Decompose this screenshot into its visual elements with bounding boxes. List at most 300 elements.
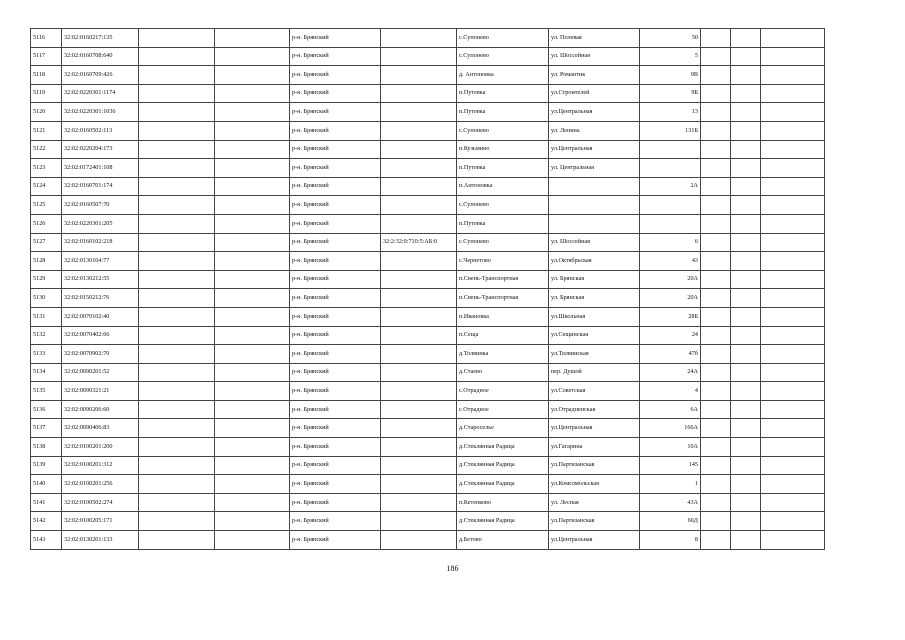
col-12-cell <box>761 531 825 550</box>
col-10-cell <box>701 159 731 178</box>
col-3-cell <box>139 475 215 494</box>
district-cell: р-н. Брянский <box>290 177 381 196</box>
col-3-cell <box>139 382 215 401</box>
col-10-cell <box>701 84 731 103</box>
district-cell: р-н. Брянский <box>290 29 381 48</box>
col-10-cell <box>701 252 731 271</box>
house-cell: 43 <box>640 252 701 271</box>
col-4-cell <box>215 456 290 475</box>
cadastral-number-cell: 32:02:0160502:113 <box>62 121 139 140</box>
house-cell: 24 <box>640 326 701 345</box>
house-cell: 13 <box>640 103 701 122</box>
col-3-cell <box>139 66 215 85</box>
settlement-cell: п.Путевка <box>457 159 549 178</box>
col-10-cell <box>701 531 731 550</box>
district-cell: р-н. Брянский <box>290 493 381 512</box>
col-4-cell <box>215 196 290 215</box>
registry-table <box>30 28 825 550</box>
col-11-cell <box>731 345 761 364</box>
col-11-cell <box>731 512 761 531</box>
col-12-cell <box>761 438 825 457</box>
row-number-cell: 5121 <box>31 121 62 140</box>
col-12-cell <box>761 475 825 494</box>
street-cell: ул. Брянская <box>549 270 640 289</box>
col-4-cell <box>215 400 290 419</box>
col-4-cell <box>215 419 290 438</box>
settlement-cell: п.Свень-Транспортная <box>457 289 549 308</box>
col-11-cell <box>731 419 761 438</box>
col-4-cell <box>215 233 290 252</box>
col-11-cell <box>731 121 761 140</box>
settlement-cell: п.Свень-Транспортная <box>457 270 549 289</box>
col-10-cell <box>701 400 731 419</box>
district-cell: р-н. Брянский <box>290 531 381 550</box>
col-11-cell <box>731 307 761 326</box>
table-row <box>31 103 825 122</box>
col-6-cell <box>381 456 457 475</box>
row-number-cell: 5133 <box>31 345 62 364</box>
col-10-cell <box>701 419 731 438</box>
house-cell: 20А <box>640 270 701 289</box>
house-cell: 50 <box>640 29 701 48</box>
row-number-cell: 5123 <box>31 159 62 178</box>
col-12-cell <box>761 270 825 289</box>
house-cell: 9Б <box>640 84 701 103</box>
settlement-cell: с.Супонево <box>457 196 549 215</box>
col-4-cell <box>215 140 290 159</box>
col-12-cell <box>761 66 825 85</box>
street-cell: ул.Советская <box>549 382 640 401</box>
settlement-cell: д.Стаево <box>457 363 549 382</box>
street-cell: ул.Центральная <box>549 531 640 550</box>
settlement-cell: с.Отрадное <box>457 382 549 401</box>
table-row <box>31 84 825 103</box>
col-12-cell <box>761 382 825 401</box>
row-number-cell: 5129 <box>31 270 62 289</box>
street-cell <box>549 214 640 233</box>
district-cell: р-н. Брянский <box>290 363 381 382</box>
row-number-cell: 5119 <box>31 84 62 103</box>
row-number-cell: 5142 <box>31 512 62 531</box>
street-cell: ул. Шоссейная <box>549 47 640 66</box>
district-cell: р-н. Брянский <box>290 307 381 326</box>
cadastral-number-cell: 32:02:0160507:70 <box>62 196 139 215</box>
house-cell <box>640 196 701 215</box>
col-12-cell <box>761 363 825 382</box>
district-cell: р-н. Брянский <box>290 159 381 178</box>
col-10-cell <box>701 345 731 364</box>
settlement-cell: с.Супонево <box>457 47 549 66</box>
settlement-cell: с.Супонево <box>457 29 549 48</box>
street-cell: ул. Шоссейная <box>549 233 640 252</box>
street-cell: ул.Отрадненская <box>549 400 640 419</box>
district-cell: р-н. Брянский <box>290 345 381 364</box>
col-4-cell <box>215 214 290 233</box>
cadastral-number-cell: 32:02:0100201:256 <box>62 475 139 494</box>
col-10-cell <box>701 363 731 382</box>
house-cell: 47б <box>640 345 701 364</box>
settlement-cell: п.Путевка <box>457 214 549 233</box>
col-10-cell <box>701 196 731 215</box>
district-cell: р-н. Брянский <box>290 512 381 531</box>
col-12-cell <box>761 214 825 233</box>
col-12-cell <box>761 326 825 345</box>
settlement-cell: п.Путевка <box>457 103 549 122</box>
table-row <box>31 66 825 85</box>
settlement-cell: д. Антоновка <box>457 66 549 85</box>
col-4-cell <box>215 475 290 494</box>
col-11-cell <box>731 47 761 66</box>
col-6-cell <box>381 531 457 550</box>
street-cell: ул. Брянская <box>549 289 640 308</box>
col-10-cell <box>701 307 731 326</box>
col-6-cell <box>381 363 457 382</box>
street-cell: ул.Партизанская <box>549 456 640 475</box>
house-cell: 24А <box>640 363 701 382</box>
house-cell: 60Д <box>640 512 701 531</box>
col-10-cell <box>701 47 731 66</box>
settlement-cell: с.Супонево <box>457 233 549 252</box>
col-6-cell <box>381 289 457 308</box>
col-3-cell <box>139 363 215 382</box>
table-row <box>31 531 825 550</box>
row-number-cell: 5117 <box>31 47 62 66</box>
row-number-cell: 5116 <box>31 29 62 48</box>
col-6-cell <box>381 159 457 178</box>
col-12-cell <box>761 196 825 215</box>
cadastral-number-cell: 32:02:0160217:135 <box>62 29 139 48</box>
table-row <box>31 438 825 457</box>
house-cell: 166А <box>640 419 701 438</box>
cadastral-number-cell: 32:02:0172401:108 <box>62 159 139 178</box>
cadastral-number-cell: 32:02:0130212:55 <box>62 270 139 289</box>
col-12-cell <box>761 400 825 419</box>
table-body <box>31 29 825 550</box>
col-12-cell <box>761 512 825 531</box>
col-3-cell <box>139 289 215 308</box>
col-4-cell <box>215 29 290 48</box>
cadastral-number-cell: 32:02:0130104:77 <box>62 252 139 271</box>
col-10-cell <box>701 326 731 345</box>
col-3-cell <box>139 121 215 140</box>
settlement-cell: д.Стеклянная Радица <box>457 512 549 531</box>
house-cell: 8 <box>640 531 701 550</box>
table-row <box>31 270 825 289</box>
table-row <box>31 252 825 271</box>
cadastral-number-cell: 32:02:0220301:205 <box>62 214 139 233</box>
row-number-cell: 5131 <box>31 307 62 326</box>
settlement-cell: д.Стеклянная Радица <box>457 475 549 494</box>
col-10-cell <box>701 438 731 457</box>
street-cell: ул. Центральная <box>549 159 640 178</box>
col-11-cell <box>731 438 761 457</box>
col-6-cell <box>381 29 457 48</box>
table-row <box>31 177 825 196</box>
row-number-cell: 5136 <box>31 400 62 419</box>
district-cell: р-н. Брянский <box>290 47 381 66</box>
col-6-cell <box>381 270 457 289</box>
col-10-cell <box>701 289 731 308</box>
col-4-cell <box>215 307 290 326</box>
cadastral-number-cell: 32:02:0090321:21 <box>62 382 139 401</box>
street-cell <box>549 177 640 196</box>
cadastral-number-cell: 32:02:0100205:171 <box>62 512 139 531</box>
settlement-cell: д.Толвинка <box>457 345 549 364</box>
table-row <box>31 121 825 140</box>
col-10-cell <box>701 214 731 233</box>
house-cell: 131Б <box>640 121 701 140</box>
district-cell: р-н. Брянский <box>290 140 381 159</box>
table-row <box>31 214 825 233</box>
cadastral-number-cell: 32:02:0130201:133 <box>62 531 139 550</box>
district-cell: р-н. Брянский <box>290 456 381 475</box>
house-cell <box>640 214 701 233</box>
house-cell: 2А <box>640 177 701 196</box>
street-cell: ул.Центральная <box>549 419 640 438</box>
col-10-cell <box>701 233 731 252</box>
col-6-cell <box>381 84 457 103</box>
district-cell: р-н. Брянский <box>290 419 381 438</box>
col-4-cell <box>215 47 290 66</box>
col-4-cell <box>215 493 290 512</box>
col-11-cell <box>731 493 761 512</box>
table-row <box>31 29 825 48</box>
col-3-cell <box>139 438 215 457</box>
col-6-cell <box>381 345 457 364</box>
col-3-cell <box>139 270 215 289</box>
row-number-cell: 5128 <box>31 252 62 271</box>
col-10-cell <box>701 66 731 85</box>
cadastral-number-cell: 32:02:0160709:426 <box>62 66 139 85</box>
cadastral-number-cell: 32:02:0150212:76 <box>62 289 139 308</box>
col-3-cell <box>139 233 215 252</box>
col-4-cell <box>215 66 290 85</box>
col-12-cell <box>761 140 825 159</box>
col-4-cell <box>215 531 290 550</box>
col-6-cell <box>381 512 457 531</box>
page-number: 186 <box>446 564 459 573</box>
table-row <box>31 140 825 159</box>
row-number-cell: 5124 <box>31 177 62 196</box>
col-6-cell <box>381 382 457 401</box>
cadastral-number-cell: 32:02:0090406:83 <box>62 419 139 438</box>
street-cell: ул. Романтик <box>549 66 640 85</box>
cadastral-number-cell: 32:02:0220301:1036 <box>62 103 139 122</box>
district-cell: р-н. Брянский <box>290 475 381 494</box>
settlement-cell: с.Отрадное <box>457 400 549 419</box>
col-3-cell <box>139 29 215 48</box>
district-cell: р-н. Брянский <box>290 196 381 215</box>
cadastral-number-cell: 32:02:0070102:40 <box>62 307 139 326</box>
col-6-cell <box>381 196 457 215</box>
col-6-cell <box>381 47 457 66</box>
col-3-cell <box>139 307 215 326</box>
col-11-cell <box>731 326 761 345</box>
cadastral-number-cell: 32:02:0100201:200 <box>62 438 139 457</box>
cadastral-number-cell: 32:02:0070402:66 <box>62 326 139 345</box>
settlement-cell: д.Бетово <box>457 531 549 550</box>
col-6-cell <box>381 66 457 85</box>
table-row <box>31 512 825 531</box>
col-10-cell <box>701 493 731 512</box>
table-row <box>31 233 825 252</box>
col-10-cell <box>701 456 731 475</box>
cadastral-number-cell: 32:02:0160102:218 <box>62 233 139 252</box>
col-4-cell <box>215 345 290 364</box>
table-row <box>31 47 825 66</box>
cadastral-number-cell: 32:02:0100502:274 <box>62 493 139 512</box>
col-6-cell <box>381 493 457 512</box>
col-3-cell <box>139 103 215 122</box>
col-11-cell <box>731 140 761 159</box>
district-cell: р-н. Брянский <box>290 326 381 345</box>
house-cell <box>640 159 701 178</box>
settlement-cell: п.Сеща <box>457 326 549 345</box>
cadastral-number-cell: 32:02:0100201:312 <box>62 456 139 475</box>
col-11-cell <box>731 289 761 308</box>
house-cell: 20А <box>640 289 701 308</box>
col-11-cell <box>731 103 761 122</box>
house-cell: 6А <box>640 400 701 419</box>
table-row <box>31 345 825 364</box>
cadastral-number-cell: 32:02:0070902:70 <box>62 345 139 364</box>
col-6-cell: 32:2:32:0:710:5:АБ:0 <box>381 233 457 252</box>
house-cell: 4 <box>640 382 701 401</box>
col-3-cell <box>139 400 215 419</box>
house-cell <box>640 140 701 159</box>
col-10-cell <box>701 121 731 140</box>
col-6-cell <box>381 214 457 233</box>
col-11-cell <box>731 363 761 382</box>
street-cell: пер. Душой <box>549 363 640 382</box>
col-3-cell <box>139 47 215 66</box>
col-4-cell <box>215 252 290 271</box>
col-3-cell <box>139 196 215 215</box>
col-4-cell <box>215 177 290 196</box>
district-cell: р-н. Брянский <box>290 252 381 271</box>
district-cell: р-н. Брянский <box>290 400 381 419</box>
col-4-cell <box>215 84 290 103</box>
col-3-cell <box>139 177 215 196</box>
district-cell: р-н. Брянский <box>290 270 381 289</box>
col-12-cell <box>761 121 825 140</box>
district-cell: р-н. Брянский <box>290 103 381 122</box>
cadastral-number-cell: 32:02:0160708:640 <box>62 47 139 66</box>
col-10-cell <box>701 140 731 159</box>
col-6-cell <box>381 252 457 271</box>
cadastral-number-cell: 32:02:0090201:52 <box>62 363 139 382</box>
house-cell: 28Б <box>640 307 701 326</box>
col-4-cell <box>215 512 290 531</box>
table-row <box>31 196 825 215</box>
row-number-cell: 5130 <box>31 289 62 308</box>
col-10-cell <box>701 475 731 494</box>
street-cell: ул.Гагарина <box>549 438 640 457</box>
settlement-cell: д.Стеклянная Радица <box>457 438 549 457</box>
col-12-cell <box>761 29 825 48</box>
house-cell: 9В <box>640 66 701 85</box>
table-row <box>31 475 825 494</box>
col-11-cell <box>731 84 761 103</box>
street-cell: ул.Партизанская <box>549 512 640 531</box>
col-6-cell <box>381 121 457 140</box>
col-6-cell <box>381 103 457 122</box>
col-6-cell <box>381 438 457 457</box>
row-number-cell: 5143 <box>31 531 62 550</box>
district-cell: р-н. Брянский <box>290 382 381 401</box>
table-row <box>31 400 825 419</box>
col-11-cell <box>731 214 761 233</box>
row-number-cell: 5132 <box>31 326 62 345</box>
table-row <box>31 419 825 438</box>
house-cell: 1 <box>640 475 701 494</box>
settlement-cell: п.Антоновка <box>457 177 549 196</box>
cadastral-number-cell: 32:02:0220301:1174 <box>62 84 139 103</box>
settlement-cell: п.Ивановка <box>457 307 549 326</box>
col-10-cell <box>701 512 731 531</box>
street-cell <box>549 196 640 215</box>
col-3-cell <box>139 456 215 475</box>
col-12-cell <box>761 103 825 122</box>
col-3-cell <box>139 419 215 438</box>
col-11-cell <box>731 233 761 252</box>
house-cell: 10А <box>640 438 701 457</box>
table-row <box>31 382 825 401</box>
table-row <box>31 326 825 345</box>
col-3-cell <box>139 140 215 159</box>
street-cell: ул.Октябрьская <box>549 252 640 271</box>
col-3-cell <box>139 512 215 531</box>
settlement-cell: д.Стеклянная Радица <box>457 456 549 475</box>
col-12-cell <box>761 252 825 271</box>
col-6-cell <box>381 307 457 326</box>
col-3-cell <box>139 326 215 345</box>
col-11-cell <box>731 456 761 475</box>
col-12-cell <box>761 345 825 364</box>
col-11-cell <box>731 382 761 401</box>
col-12-cell <box>761 233 825 252</box>
table-row <box>31 159 825 178</box>
settlement-cell: п.Кузьмино <box>457 140 549 159</box>
street-cell: ул. Полевая <box>549 29 640 48</box>
col-4-cell <box>215 438 290 457</box>
cadastral-number-cell: 32:02:0220204:173 <box>62 140 139 159</box>
col-4-cell <box>215 121 290 140</box>
col-3-cell <box>139 531 215 550</box>
col-10-cell <box>701 270 731 289</box>
col-3-cell <box>139 214 215 233</box>
house-cell: 43А <box>640 493 701 512</box>
row-number-cell: 5126 <box>31 214 62 233</box>
row-number-cell: 5140 <box>31 475 62 494</box>
row-number-cell: 5127 <box>31 233 62 252</box>
district-cell: р-н. Брянский <box>290 289 381 308</box>
district-cell: р-н. Брянский <box>290 438 381 457</box>
street-cell: ул.Строителей <box>549 84 640 103</box>
row-number-cell: 5120 <box>31 103 62 122</box>
district-cell: р-н. Брянский <box>290 233 381 252</box>
settlement-cell: с.Чернетово <box>457 252 549 271</box>
col-10-cell <box>701 103 731 122</box>
street-cell: ул. Ленина <box>549 121 640 140</box>
col-12-cell <box>761 177 825 196</box>
col-4-cell <box>215 270 290 289</box>
col-12-cell <box>761 289 825 308</box>
street-cell: ул. Лесная <box>549 493 640 512</box>
col-12-cell <box>761 493 825 512</box>
district-cell: р-н. Брянский <box>290 121 381 140</box>
cadastral-number-cell: 32:02:0090206:60 <box>62 400 139 419</box>
